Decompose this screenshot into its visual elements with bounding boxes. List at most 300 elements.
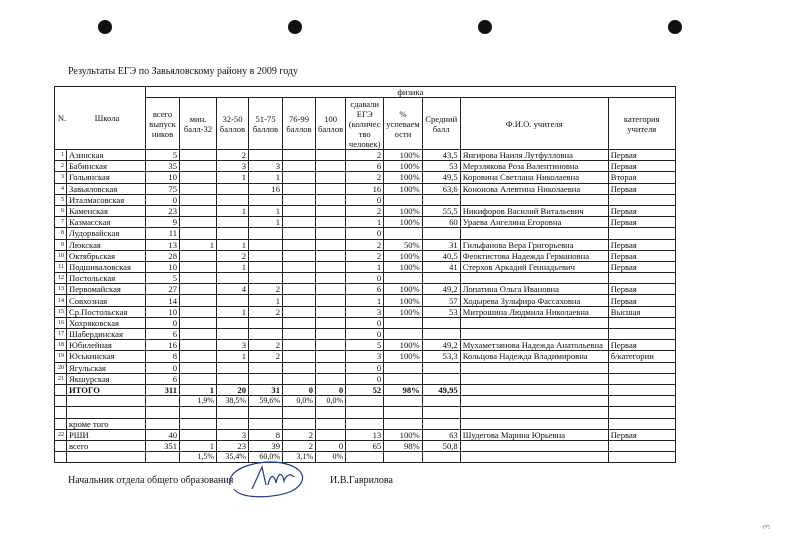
row-teacher: Ходырева Зульфира Фассаховна xyxy=(460,295,608,306)
row-number: 18 xyxy=(55,340,67,351)
table-row xyxy=(55,150,676,161)
itogo-51-75: 31 xyxy=(249,384,283,395)
row-category xyxy=(608,228,675,239)
row-school: Завьяловская xyxy=(67,183,146,194)
vsego-100: 0 xyxy=(316,440,346,451)
row-pct: 100% xyxy=(384,217,423,228)
row-teacher: Феоктистова Надежда Германовна xyxy=(460,250,608,261)
row-pct: 100% xyxy=(384,183,423,194)
header-32-50: 32-50 баллов xyxy=(217,98,249,150)
rshi-category: Первая xyxy=(608,429,675,440)
row-took: 0 xyxy=(346,317,384,328)
row-category xyxy=(608,373,675,384)
row-min xyxy=(180,205,217,216)
row-100 xyxy=(316,273,346,284)
row-min xyxy=(180,250,217,261)
row-pct xyxy=(384,373,423,384)
row-pct: 100% xyxy=(384,351,423,362)
row-32-50 xyxy=(217,317,249,328)
row-school: Бабинская xyxy=(67,161,146,172)
row-pct: 100% xyxy=(384,172,423,183)
row-teacher xyxy=(460,362,608,373)
row-51-75 xyxy=(249,261,283,272)
table-row xyxy=(55,295,676,306)
row-76-99 xyxy=(283,317,316,328)
header-76-99: 76-99 баллов xyxy=(283,98,316,150)
row-total: 10 xyxy=(146,261,180,272)
itogo-pct-row xyxy=(55,396,676,407)
row-51-75: 3 xyxy=(249,161,283,172)
rshi-avg: 63 xyxy=(422,429,460,440)
row-32-50: 1 xyxy=(217,205,249,216)
row-100 xyxy=(316,183,346,194)
row-category: б/категории xyxy=(608,351,675,362)
row-teacher xyxy=(460,273,608,284)
row-100 xyxy=(316,295,346,306)
row-took: 2 xyxy=(346,239,384,250)
row-took: 3 xyxy=(346,306,384,317)
row-took: 0 xyxy=(346,228,384,239)
itogo-32-50: 20 xyxy=(217,384,249,395)
row-51-75 xyxy=(249,329,283,340)
table-row xyxy=(55,172,676,183)
row-number: 7 xyxy=(55,217,67,228)
row-pct: 100% xyxy=(384,306,423,317)
rshi-n: 22 xyxy=(55,429,67,440)
table-row xyxy=(55,284,676,295)
row-total: 10 xyxy=(146,306,180,317)
row-76-99 xyxy=(283,351,316,362)
row-32-50: 1 xyxy=(217,239,249,250)
blank-row xyxy=(55,407,676,418)
row-51-75: 1 xyxy=(249,295,283,306)
itogo-pct-min: 1,9% xyxy=(180,396,217,407)
row-category: Первая xyxy=(608,295,675,306)
vsego-pct-row xyxy=(55,452,676,463)
row-school: Совхозная xyxy=(67,295,146,306)
row-avg: 60 xyxy=(422,217,460,228)
row-avg: 43,5 xyxy=(422,150,460,161)
row-min xyxy=(180,183,217,194)
rshi-teacher: Шудегова Марина Юрьевна xyxy=(460,429,608,440)
row-school: Первомайская xyxy=(67,284,146,295)
document-title: Результаты ЕГЭ по Завьяловскому району в 2009 году xyxy=(68,66,298,77)
row-number: 17 xyxy=(55,329,67,340)
row-school: Октябрьская xyxy=(67,250,146,261)
table-row xyxy=(55,205,676,216)
row-total: 9 xyxy=(146,217,180,228)
row-took: 16 xyxy=(346,183,384,194)
row-category: Вторая xyxy=(608,172,675,183)
row-school: Азинская xyxy=(67,150,146,161)
row-32-50: 1 xyxy=(217,172,249,183)
row-took: 0 xyxy=(346,273,384,284)
row-avg: 57 xyxy=(422,295,460,306)
row-100 xyxy=(316,239,346,250)
rshi-took: 13 xyxy=(346,429,384,440)
row-school: Хохряковская xyxy=(67,317,146,328)
row-school: Гольянская xyxy=(67,172,146,183)
row-100 xyxy=(316,284,346,295)
itogo-100: 0 xyxy=(316,384,346,395)
table-row xyxy=(55,217,676,228)
row-took: 1 xyxy=(346,217,384,228)
row-avg xyxy=(422,194,460,205)
table-row xyxy=(55,250,676,261)
table-row xyxy=(55,351,676,362)
itogo-took: 52 xyxy=(346,384,384,395)
row-min: 1 xyxy=(180,239,217,250)
row-total: 16 xyxy=(146,340,180,351)
header-took: сдавали ЕГЭ (количес тво человек) xyxy=(346,98,384,150)
row-teacher xyxy=(460,194,608,205)
rshi-row xyxy=(55,429,676,440)
row-min xyxy=(180,340,217,351)
row-76-99 xyxy=(283,150,316,161)
krome-row xyxy=(55,418,676,429)
row-51-75 xyxy=(249,362,283,373)
itogo-pct-76-99: 0,0% xyxy=(283,396,316,407)
itogo-label: ИТОГО xyxy=(67,384,146,395)
row-51-75 xyxy=(249,239,283,250)
row-51-75: 2 xyxy=(249,306,283,317)
row-total: 8 xyxy=(146,351,180,362)
row-100 xyxy=(316,317,346,328)
row-32-50 xyxy=(217,362,249,373)
row-pct: 100% xyxy=(384,150,423,161)
footer-position-label: Начальник отдела общего образования xyxy=(68,475,234,486)
row-teacher: Кольцова Надежда Владимировна xyxy=(460,351,608,362)
row-min xyxy=(180,273,217,284)
row-avg: 41 xyxy=(422,261,460,272)
row-76-99 xyxy=(283,373,316,384)
row-32-50: 1 xyxy=(217,261,249,272)
row-category: Первая xyxy=(608,261,675,272)
row-school: Люкская xyxy=(67,239,146,250)
row-pct: 100% xyxy=(384,295,423,306)
krome-label: кроме того xyxy=(67,418,146,429)
row-category xyxy=(608,329,675,340)
row-pct xyxy=(384,273,423,284)
row-100 xyxy=(316,205,346,216)
row-school: Италмасовская xyxy=(67,194,146,205)
row-category: Высшая xyxy=(608,306,675,317)
row-total: 5 xyxy=(146,273,180,284)
row-avg: 63,6 xyxy=(422,183,460,194)
row-took: 0 xyxy=(346,373,384,384)
row-76-99 xyxy=(283,205,316,216)
row-took: 2 xyxy=(346,172,384,183)
rshi-min xyxy=(180,429,217,440)
row-took: 2 xyxy=(346,205,384,216)
row-pct xyxy=(384,317,423,328)
row-pct xyxy=(384,194,423,205)
row-teacher: Лопатина Ольга Ивановна xyxy=(460,284,608,295)
row-total: 0 xyxy=(146,317,180,328)
vsego-32-50: 23 xyxy=(217,440,249,451)
row-min xyxy=(180,362,217,373)
row-100 xyxy=(316,217,346,228)
row-category: Первая xyxy=(608,250,675,261)
row-total: 6 xyxy=(146,373,180,384)
row-76-99 xyxy=(283,306,316,317)
row-number: 16 xyxy=(55,317,67,328)
row-pct: 100% xyxy=(384,250,423,261)
row-100 xyxy=(316,172,346,183)
punch-hole xyxy=(98,20,112,34)
row-category xyxy=(608,317,675,328)
row-number: 8 xyxy=(55,228,67,239)
row-total: 0 xyxy=(146,194,180,205)
itogo-min: 1 xyxy=(180,384,217,395)
row-min xyxy=(180,161,217,172)
row-76-99 xyxy=(283,183,316,194)
row-total: 10 xyxy=(146,172,180,183)
row-32-50 xyxy=(217,228,249,239)
table-row xyxy=(55,306,676,317)
row-number: 5 xyxy=(55,194,67,205)
row-number: 4 xyxy=(55,183,67,194)
row-number: 14 xyxy=(55,295,67,306)
school-rows xyxy=(55,150,676,385)
row-category: Первая xyxy=(608,284,675,295)
header-total: всего выпуск ников xyxy=(146,98,180,150)
row-100 xyxy=(316,351,346,362)
row-32-50 xyxy=(217,217,249,228)
header-avg: Средний балл xyxy=(422,98,460,150)
itogo-pct: 98% xyxy=(384,384,423,395)
row-pct: 100% xyxy=(384,261,423,272)
rshi-school: РШИ xyxy=(67,429,146,440)
rshi-100 xyxy=(316,429,346,440)
rshi-pct: 100% xyxy=(384,429,423,440)
table-row xyxy=(55,317,676,328)
row-school: Ягульская xyxy=(67,362,146,373)
row-total: 28 xyxy=(146,250,180,261)
row-100 xyxy=(316,194,346,205)
rshi-51-75: 8 xyxy=(249,429,283,440)
table-row xyxy=(55,228,676,239)
itogo-pct-32-50: 38,5% xyxy=(217,396,249,407)
row-avg xyxy=(422,362,460,373)
row-number: 21 xyxy=(55,373,67,384)
row-min xyxy=(180,150,217,161)
row-76-99 xyxy=(283,261,316,272)
row-76-99 xyxy=(283,295,316,306)
punch-hole xyxy=(478,20,492,34)
row-took: 0 xyxy=(346,194,384,205)
row-total: 35 xyxy=(146,161,180,172)
table-row xyxy=(55,161,676,172)
row-min xyxy=(180,373,217,384)
vsego-avg: 50,8 xyxy=(422,440,460,451)
row-number: 12 xyxy=(55,273,67,284)
rshi-32-50: 3 xyxy=(217,429,249,440)
results-table xyxy=(54,86,676,463)
row-took: 0 xyxy=(346,329,384,340)
row-school: Ср.Постольская xyxy=(67,306,146,317)
subject-header-row xyxy=(55,87,676,98)
column-header-row xyxy=(55,98,676,150)
row-category xyxy=(608,273,675,284)
row-76-99 xyxy=(283,239,316,250)
row-teacher: Митрошина Людмила Николаевна xyxy=(460,306,608,317)
row-total: 75 xyxy=(146,183,180,194)
row-category: Первая xyxy=(608,340,675,351)
row-100 xyxy=(316,340,346,351)
row-32-50 xyxy=(217,295,249,306)
row-pct xyxy=(384,362,423,373)
row-school: Подшиваловская xyxy=(67,261,146,272)
row-min xyxy=(180,217,217,228)
row-total: 11 xyxy=(146,228,180,239)
row-51-75 xyxy=(249,150,283,161)
row-total: 27 xyxy=(146,284,180,295)
row-took: 0 xyxy=(346,362,384,373)
row-51-75: 1 xyxy=(249,172,283,183)
row-teacher xyxy=(460,329,608,340)
row-76-99 xyxy=(283,284,316,295)
row-teacher: Стерхов Аркадий Геннадьевич xyxy=(460,261,608,272)
row-number: 2 xyxy=(55,161,67,172)
itogo-total: 311 xyxy=(146,384,180,395)
row-32-50 xyxy=(217,183,249,194)
row-pct: 50% xyxy=(384,239,423,250)
header-school: Школа xyxy=(94,113,120,123)
table-row xyxy=(55,273,676,284)
row-category: Первая xyxy=(608,205,675,216)
row-min xyxy=(180,295,217,306)
row-100 xyxy=(316,329,346,340)
header-n: N. xyxy=(57,113,67,123)
vsego-min: 1 xyxy=(180,440,217,451)
row-32-50: 3 xyxy=(217,161,249,172)
row-avg: 40,5 xyxy=(422,250,460,261)
row-76-99 xyxy=(283,194,316,205)
punch-hole xyxy=(668,20,682,34)
vsego-pct-100: 0% xyxy=(316,452,346,463)
row-number: 10 xyxy=(55,250,67,261)
header-51-75: 51-75 баллов xyxy=(249,98,283,150)
row-number: 1 xyxy=(55,150,67,161)
row-total: 13 xyxy=(146,239,180,250)
header-category: категория учителя xyxy=(608,98,675,150)
row-min xyxy=(180,284,217,295)
row-avg: 53 xyxy=(422,161,460,172)
row-pct: 100% xyxy=(384,284,423,295)
itogo-pct-51-75: 59,6% xyxy=(249,396,283,407)
row-min xyxy=(180,172,217,183)
row-51-75: 1 xyxy=(249,217,283,228)
row-category: Первая xyxy=(608,217,675,228)
row-number: 3 xyxy=(55,172,67,183)
row-min xyxy=(180,306,217,317)
row-51-75 xyxy=(249,228,283,239)
row-teacher xyxy=(460,317,608,328)
row-pct xyxy=(384,228,423,239)
row-51-75: 16 xyxy=(249,183,283,194)
row-pct: 100% xyxy=(384,340,423,351)
row-total: 14 xyxy=(146,295,180,306)
row-avg xyxy=(422,228,460,239)
row-school: Лудорвайская xyxy=(67,228,146,239)
row-100 xyxy=(316,362,346,373)
row-100 xyxy=(316,373,346,384)
row-32-50: 3 xyxy=(217,340,249,351)
row-teacher: Коровина Светлана Николаевна xyxy=(460,172,608,183)
row-took: 3 xyxy=(346,351,384,362)
row-school: Постольская xyxy=(67,273,146,284)
row-pct: 100% xyxy=(384,161,423,172)
row-teacher: Кононова Алевтина Николаевна xyxy=(460,183,608,194)
handwritten-signature xyxy=(222,455,314,501)
row-76-99 xyxy=(283,250,316,261)
row-76-99 xyxy=(283,273,316,284)
row-min xyxy=(180,194,217,205)
row-total: 5 xyxy=(146,150,180,161)
row-min xyxy=(180,317,217,328)
table-row xyxy=(55,183,676,194)
row-number: 15 xyxy=(55,306,67,317)
row-avg: 55,5 xyxy=(422,205,460,216)
row-76-99 xyxy=(283,172,316,183)
vsego-pct-51-75: 60,0% xyxy=(249,452,283,463)
row-total: 6 xyxy=(146,329,180,340)
itogo-avg: 49,95 xyxy=(422,384,460,395)
row-category xyxy=(608,362,675,373)
row-school: Якшурская xyxy=(67,373,146,384)
row-avg xyxy=(422,373,460,384)
row-pct: 100% xyxy=(384,205,423,216)
row-76-99 xyxy=(283,217,316,228)
vsego-total: 351 xyxy=(146,440,180,451)
row-took: 6 xyxy=(346,161,384,172)
row-51-75 xyxy=(249,373,283,384)
row-school: Каменская xyxy=(67,205,146,216)
vsego-51-75: 39 xyxy=(249,440,283,451)
row-avg: 31 xyxy=(422,239,460,250)
rshi-total: 40 xyxy=(146,429,180,440)
row-76-99 xyxy=(283,362,316,373)
row-avg xyxy=(422,317,460,328)
table-row xyxy=(55,239,676,250)
row-51-75: 2 xyxy=(249,284,283,295)
row-avg: 49,2 xyxy=(422,340,460,351)
row-51-75 xyxy=(249,194,283,205)
row-32-50 xyxy=(217,194,249,205)
row-avg xyxy=(422,273,460,284)
row-teacher: Янгирова Наиля Лутфулловна xyxy=(460,150,608,161)
itogo-76-99: 0 xyxy=(283,384,316,395)
header-teacher: Ф.И.О. учителя xyxy=(460,98,608,150)
itogo-pct-100: 0,0% xyxy=(316,396,346,407)
row-100 xyxy=(316,306,346,317)
row-category: Первая xyxy=(608,161,675,172)
table-row xyxy=(55,194,676,205)
row-min xyxy=(180,261,217,272)
header-subject: физика xyxy=(146,87,676,98)
row-32-50: 1 xyxy=(217,306,249,317)
row-teacher: Ураева Ангелина Егоровна xyxy=(460,217,608,228)
row-category: Первая xyxy=(608,183,675,194)
row-100 xyxy=(316,250,346,261)
page-mark: 3 xyxy=(761,524,772,530)
row-school: Шабердинская xyxy=(67,329,146,340)
row-100 xyxy=(316,228,346,239)
row-took: 5 xyxy=(346,340,384,351)
row-76-99 xyxy=(283,329,316,340)
row-school: Юбилейная xyxy=(67,340,146,351)
